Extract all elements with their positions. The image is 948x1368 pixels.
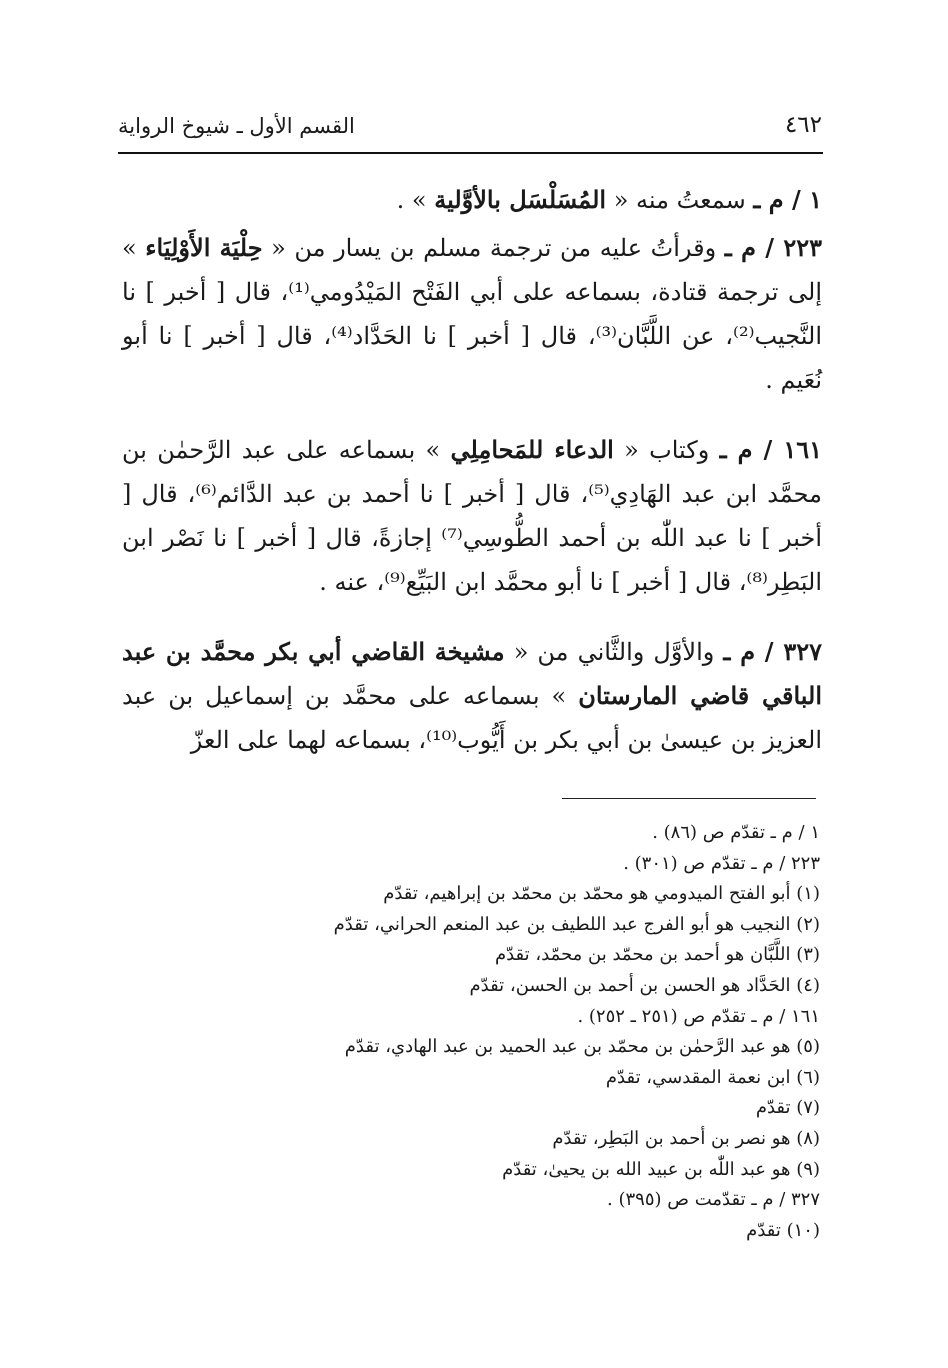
footnotes (260, 818, 820, 1246)
footnote: (٧) تقدّم (755, 1097, 820, 1119)
entry (122, 630, 822, 762)
footnote: (٣) اللَّبَّان هو أحمد بن محمّد بن محمّد، تقدّم (494, 944, 820, 966)
entry-number: ٢٢٣ / م ـ (724, 233, 823, 262)
book-title: حِلْيَة الأَوْلِيَاء (145, 233, 263, 262)
footnote: (٩) هو عبد اللّٰه بن عبيد الله بن يحيىٰ، تقدّم (502, 1158, 820, 1180)
entry-number: ٣٢٧ / م ـ (723, 637, 822, 666)
footnote: (٤) الحَدَّاد هو الحسن بن أحمد بن الحسن، تقدّم (469, 974, 820, 996)
entry (122, 428, 822, 604)
footnote: (١٠) تقدّم (746, 1219, 820, 1241)
footnote: ٢٢٣ / م ـ تقدّم ص (٣٠١) . (623, 852, 820, 874)
entry-number: ١٦١ / م ـ (719, 435, 823, 464)
page-header (118, 112, 822, 152)
entry-number: ١ / م ـ (753, 185, 822, 214)
book-title: المُسَلْسَل بالأوَّلية (434, 185, 607, 214)
running-title: القسم الأول ـ شيوخ الرواية (118, 114, 355, 138)
entry-text-post: » . (396, 186, 435, 214)
entry-text-post: » بسماعه على محمَّد بن إسماعيل بن عبد العزيز بن عيسىٰ بن أبي بكر بن أَيُّوب⁽¹⁰⁾، بسماعه لهما على العزّ (122, 682, 822, 754)
book-title: مشيخة القاضي أبي بكر محمَّد بن عبد الباقي قاضي المارستان (122, 637, 823, 710)
book-title: الدعاء للمَحامِلِي (450, 435, 614, 464)
footnote: ١ / م ـ تقدّم ص (٨٦) . (652, 822, 820, 843)
entry (122, 226, 822, 402)
footnote: (٥) هو عبد الرَّحمٰن بن محمّد بن عبد الحميد بن عبد الهادي، تقدّم (344, 1036, 820, 1058)
footnote: ٣٢٧ / م ـ تقدّمت ص (٣٩٥) . (607, 1189, 820, 1211)
footnote: ١٦١ / م ـ تقدّم ص (٢٥١ ـ ٢٥٢) . (577, 1005, 820, 1027)
entry-text-post: » بسماعه على عبد الرَّحمٰن بن محمَّد ابن عبد الهَادِي⁽⁵⁾، قال [ أخبر ] نا أحمد بن عبد الدَّائم⁽⁶⁾، قال [ أخبر ] نا عبد اللّٰه بن أحمد الطُّوسِي⁽⁷⁾ إجازةً، قال [ أخبر ] نا نَصْر ابن البَطِر⁽⁸⁾، قال [ أخبر ] نا أبو محمَّد ابن البَيِّع⁽⁹⁾، عنه . (122, 436, 823, 596)
footnote: (٨) هو نصر بن أحمد بن البَطِر، تقدّم (552, 1127, 820, 1149)
footnote: (٦) ابن نعمة المقدسي، تقدّم (605, 1066, 820, 1088)
header-rule (118, 152, 823, 154)
entry-text-post: » إلى ترجمة قتادة، بسماعه على أبي الفَتْح المَيْدُومي⁽¹⁾، قال [ أخبر ] نا النَّجيب⁽²⁾، عن اللَّبَّان⁽³⁾، قال [ أخبر ] نا الحَدَّاد⁽⁴⁾، قال [ أخبر ] نا أبو نُعَيم . (122, 234, 823, 394)
entry-text-pre: سمعتُ منه « (606, 186, 754, 214)
main-text (122, 178, 822, 788)
entry-text-pre: وكتاب « (613, 436, 720, 464)
footnote: (٢) النجيب هو أبو الفرج عبد اللطيف بن عبد المنعم الحراني، تقدّم (333, 913, 820, 935)
entry-text-pre: والأوَّل والثَّاني من « (504, 638, 724, 666)
page-number: ٤٦٢ (784, 112, 822, 138)
footnote-rule (562, 798, 816, 799)
footnote: (١) أبو الفتح الميدومي هو محمّد بن محمّد بن إبراهيم، تقدّم (383, 883, 820, 905)
entry-text-pre: وقرأتُ عليه من ترجمة مسلم بن يسار من « (262, 234, 725, 262)
entry (122, 178, 822, 222)
